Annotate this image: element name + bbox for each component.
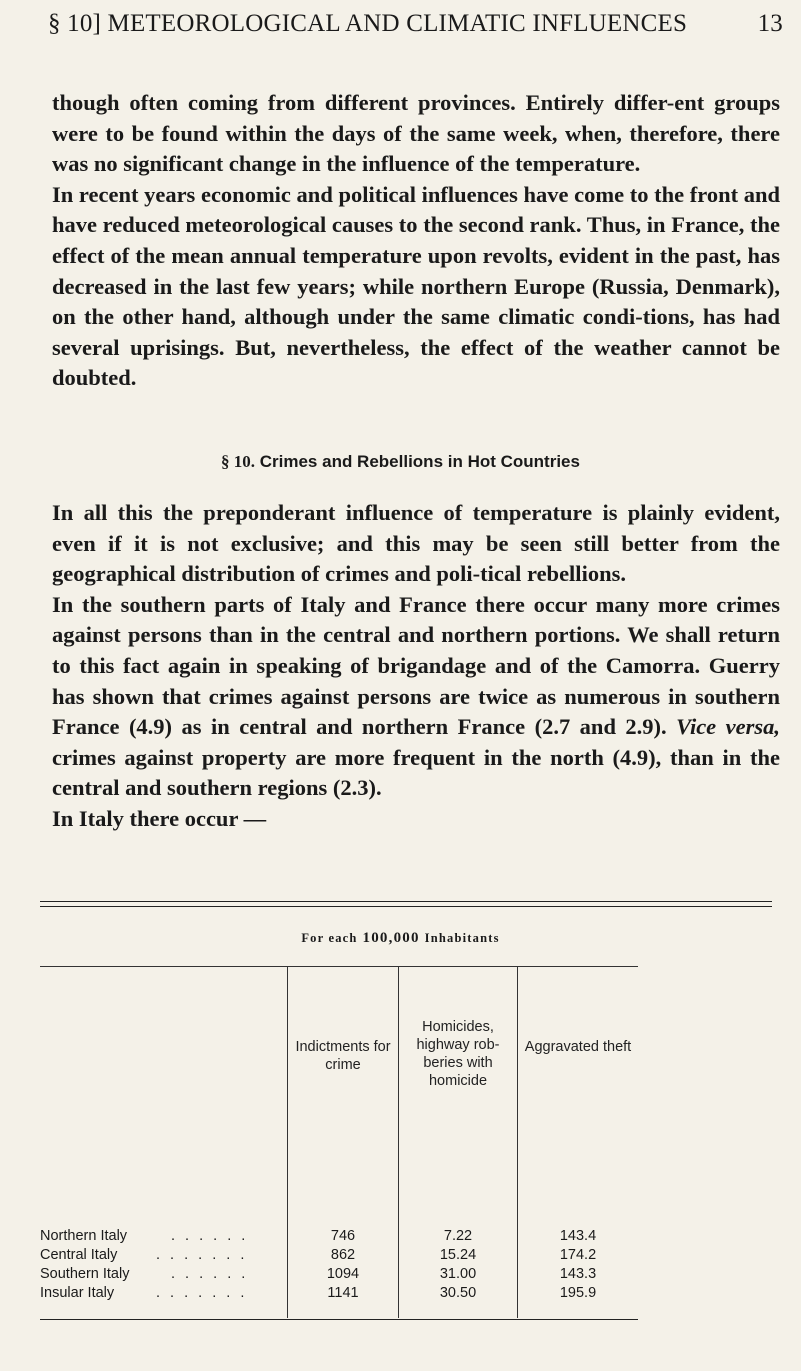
paragraph: In Italy there occur — bbox=[52, 805, 267, 831]
running-header-title: § 10] METEOROLOGICAL AND CLIMATIC INFLUENCES bbox=[48, 10, 688, 37]
paragraph: though often coming from different provinces. Entirely differ-ent groups were to be found within the days of the same week, when, therefore, there was no significant change in the influence of the temperature. bbox=[52, 90, 780, 177]
page-number: 13 bbox=[757, 10, 783, 37]
cell-homicides: 15.24 bbox=[439, 1247, 477, 1263]
section-title: Crimes and Rebellions in Hot Countries bbox=[259, 452, 580, 471]
leader-dots: . . . . . . bbox=[171, 1266, 249, 1282]
table-row bbox=[0, 1247, 801, 1265]
running-header bbox=[48, 10, 783, 38]
table-caption bbox=[0, 930, 801, 947]
table-top-rule bbox=[40, 966, 638, 967]
paragraph: In all this the preponderant influence of temperature is plainly evident, even if it is not exclusive; and this may be seen still better from the geographical distribution of crimes and poli-tical rebellions. bbox=[52, 500, 780, 587]
row-label: Insular Italy bbox=[40, 1285, 115, 1301]
cell-indictments: 1141 bbox=[327, 1285, 359, 1301]
italic-phrase: Vice versa, bbox=[676, 714, 780, 740]
table-row bbox=[0, 1228, 801, 1246]
cell-theft: 143.3 bbox=[559, 1266, 597, 1282]
paragraph-text: In the southern parts of Italy and France there occur many more crimes against persons than in the central and northern portions. We shall return to this fact again in speaking of brigandage and of the Camorra. Guerry has shown that crimes against persons are twice as numerous in southern France (4.9) as in central and northern France (2.7 and 2.9). bbox=[52, 591, 780, 740]
table-bottom-rule bbox=[40, 1319, 638, 1320]
double-rule-bottom bbox=[40, 906, 772, 907]
caption-number: 100,000 bbox=[362, 930, 420, 946]
leader-dots: . . . . . . . bbox=[156, 1247, 248, 1263]
table-row bbox=[0, 1266, 801, 1284]
row-label: Northern Italy bbox=[40, 1228, 128, 1244]
text-block-top bbox=[52, 88, 780, 394]
cell-theft: 143.4 bbox=[559, 1228, 597, 1244]
cell-homicides: 31.00 bbox=[439, 1266, 477, 1282]
cell-homicides: 30.50 bbox=[439, 1285, 477, 1301]
caption-for: For each bbox=[301, 931, 358, 945]
cell-indictments: 1094 bbox=[326, 1266, 360, 1282]
column-header-theft: Aggravated theft bbox=[524, 1039, 632, 1055]
paragraph: In recent years economic and political influences have come to the front and have reduced meteorological causes to the second rank. Thus, in France, the effect of the mean annual temperature upon revolts, evident in the past, has decreased in the last few years; while northern Europe (Russia, Denmark), on the other hand, although under the same climatic condi-tions, has had several uprisings. But, nevertheless, the effect of the weather cannot be doubted. bbox=[52, 181, 780, 391]
caption-inhabitants: Inhabitants bbox=[424, 931, 500, 945]
leader-dots: . . . . . . . bbox=[156, 1285, 248, 1301]
column-header-homicides: Homicides, highway rob-beries with homicide bbox=[416, 1019, 500, 1089]
section-number: § 10. bbox=[221, 452, 256, 471]
text-block-bottom bbox=[52, 498, 780, 835]
row-label: Central Italy bbox=[40, 1247, 118, 1263]
paragraph-text: crimes against property are more frequent in the north (4.9), than in the central and southern regions (2.3). bbox=[52, 744, 780, 801]
leader-dots: . . . . . . bbox=[171, 1228, 249, 1244]
cell-indictments: 746 bbox=[330, 1228, 356, 1244]
double-rule-top bbox=[40, 901, 772, 902]
column-header-indictments: Indictments for crime bbox=[295, 1039, 391, 1073]
cell-theft: 195.9 bbox=[559, 1285, 597, 1301]
cell-indictments: 862 bbox=[330, 1247, 356, 1263]
cell-homicides: 7.22 bbox=[443, 1228, 473, 1244]
cell-theft: 174.2 bbox=[559, 1247, 597, 1263]
table-row bbox=[0, 1285, 801, 1303]
paragraph bbox=[52, 590, 780, 804]
section-heading bbox=[0, 452, 801, 472]
row-label: Southern Italy bbox=[40, 1266, 130, 1282]
